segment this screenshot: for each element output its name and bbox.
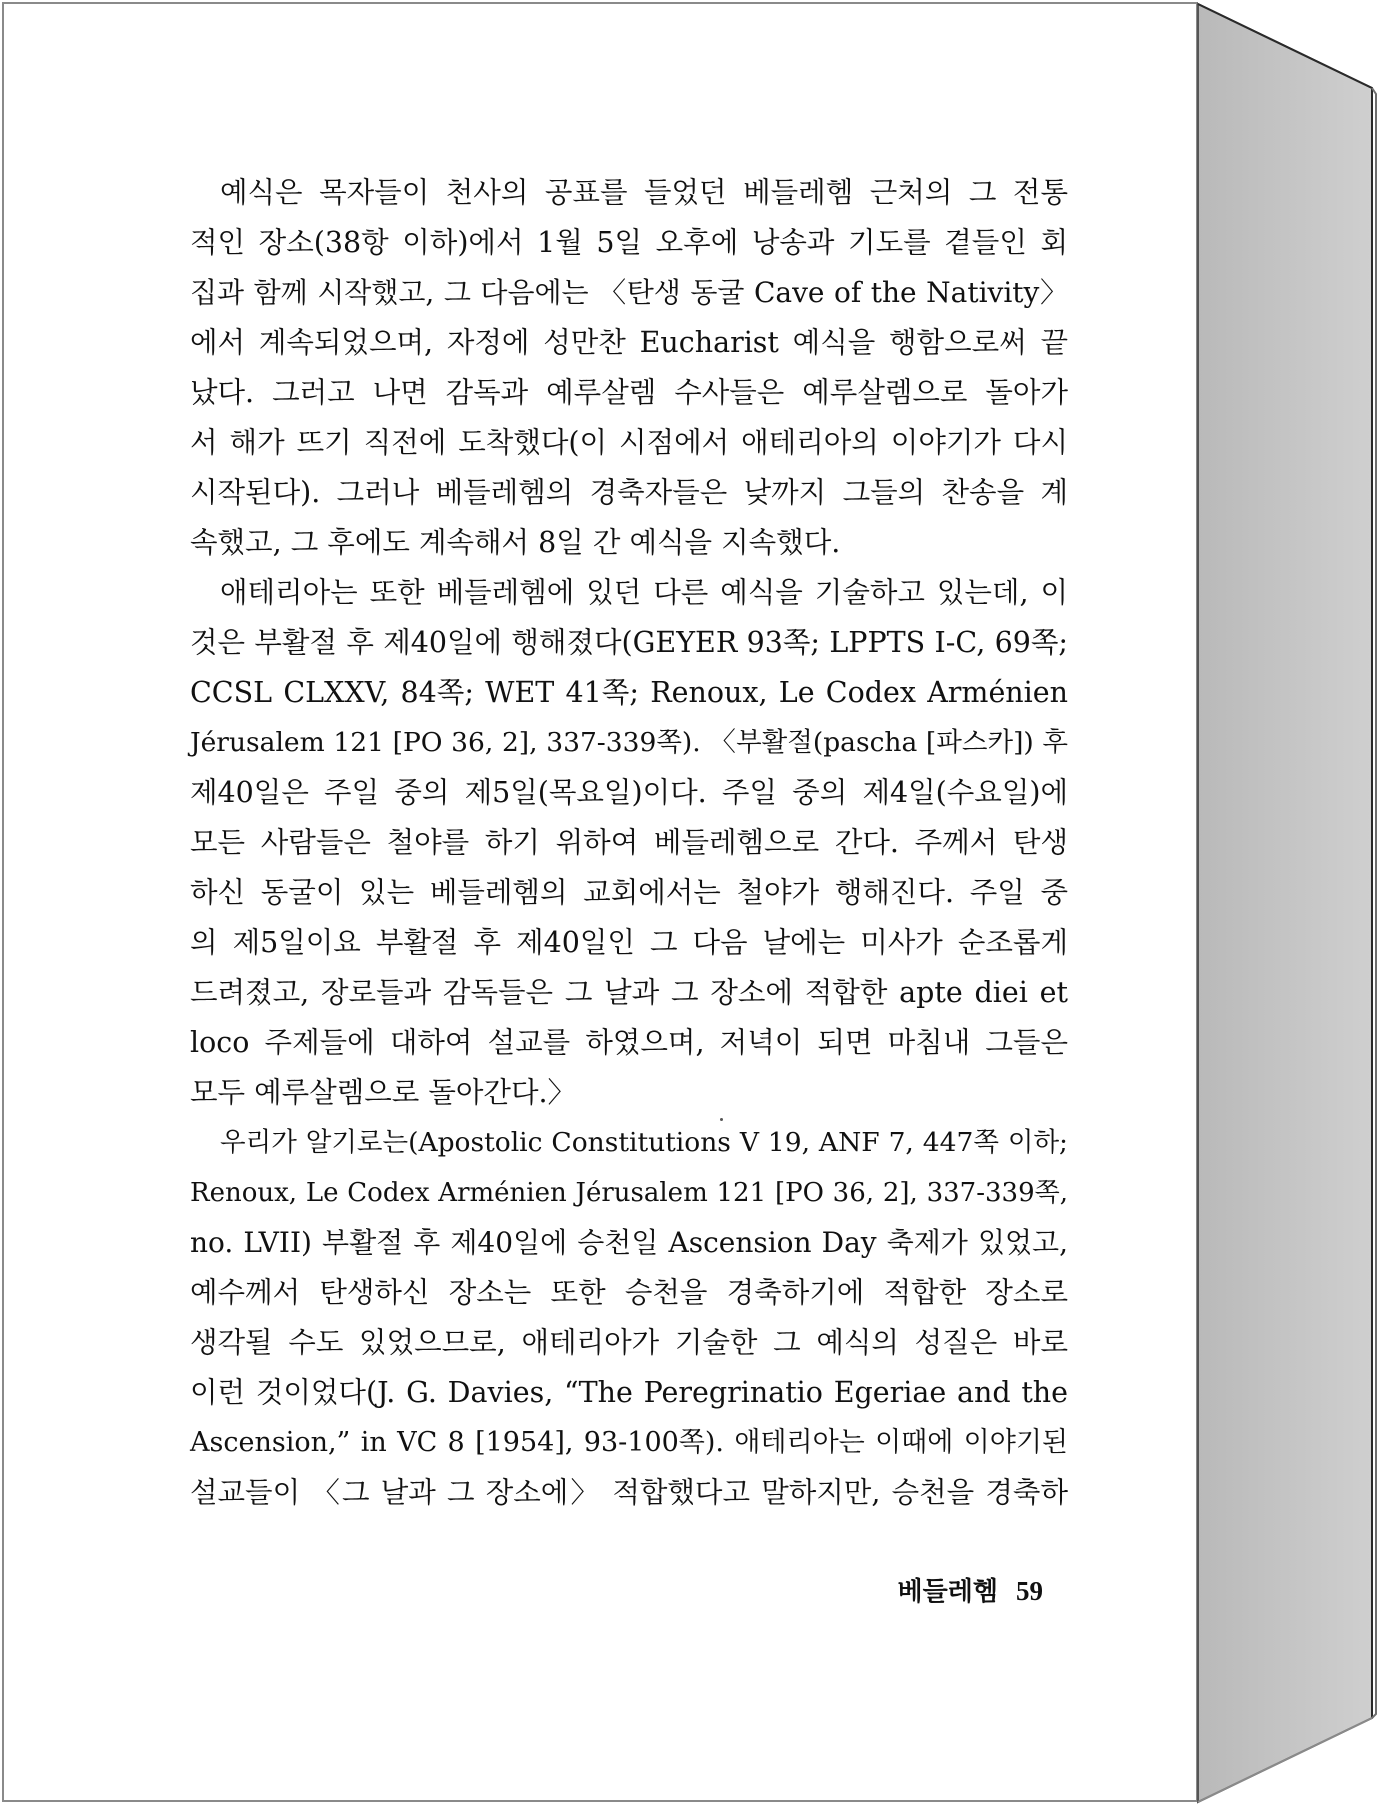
text-line: 우리가 알기로는(Apostolic Constitutions V 19, ANF 7, 447쪽 이하; (220, 1127, 1068, 1158)
text-line: 하신 동굴이 있는 베들레헴의 교회에서는 철야가 행해진다. 주일 중 (190, 876, 1068, 909)
text-line: 속했고, 그 후에도 계속해서 8일 간 예식을 지속했다. (190, 526, 841, 559)
text-line: 예식은 목자들이 천사의 공표를 들었던 베들레헴 근처의 그 전통 (220, 176, 1068, 209)
text-line: 났다. 그러고 나면 감독과 예루살렘 수사들은 예루살렘으로 돌아가 (190, 376, 1068, 409)
text-line: 이런 것이었다(J. G. Davies, “The Peregrinatio Egeriae and the (190, 1376, 1068, 1409)
text-line: 적인 장소(38항 이하)에서 1월 5일 오후에 낭송과 기도를 곁들인 회 (190, 226, 1068, 259)
running-title: 베들레헴 (897, 1577, 998, 1607)
text-line: 시작된다). 그러나 베들레헴의 경축자들은 낮까지 그들의 찬송을 계 (190, 476, 1068, 509)
text-line: 애테리아는 또한 베들레헴에 있던 다른 예식을 기술하고 있는데, 이 (220, 576, 1068, 609)
text-line: 모든 사람들은 철야를 하기 위하여 베들레헴으로 간다. 주께서 탄생 (190, 826, 1068, 859)
text-line: 서 해가 뜨기 직전에 도착했다(이 시점에서 애테리아의 이야기가 다시 (190, 426, 1068, 459)
text-line: 모두 예루살렘으로 돌아간다.〉 (190, 1076, 577, 1109)
text-line: 생각될 수도 있었으므로, 애테리아가 기술한 그 예식의 성질은 바로 (190, 1326, 1068, 1359)
text-line: CCSL CLXXV, 84쪽; WET 41쪽; Renoux, Le Codex Arménien (190, 676, 1068, 709)
body-text (190, 168, 1068, 1518)
page-number: 59 (1016, 1576, 1043, 1606)
text-line: no. LVII) 부활절 후 제40일에 승천일 Ascension Day 축제가 있었고, (190, 1226, 1068, 1259)
text-line: 설교들이 〈그 날과 그 장소에〉 적합했다고 말하지만, 승천을 경축하 (190, 1476, 1068, 1509)
text-line: Ascension,” in VC 8 [1954], 93-100쪽). 애테리아는 이때에 이야기된 (190, 1427, 1068, 1458)
text-line: loco 주제들에 대하여 설교를 하였으며, 저녁이 되면 마침내 그들은 (190, 1026, 1068, 1059)
text-line: Jérusalem 121 [PO 36, 2], 337-339쪽). 〈부활절(pascha [파스카]) 후 (190, 727, 1068, 758)
text-line: 집과 함께 시작했고, 그 다음에는 〈탄생 동굴 Cave of the Nativity〉 (190, 276, 1068, 309)
text-line: Renoux, Le Codex Arménien Jérusalem 121 [PO 36, 2], 337-339쪽, (190, 1178, 1068, 1208)
text-line: 드려졌고, 장로들과 감독들은 그 날과 그 장소에 적합한 apte diei et (190, 976, 1068, 1009)
page-footer (898, 1571, 1043, 1608)
text-line: 제40일은 주일 중의 제5일(목요일)이다. 주일 중의 제4일(수요일)에 (190, 776, 1068, 809)
text-line: 예수께서 탄생하신 장소는 또한 승천을 경축하기에 적합한 장소로 (190, 1276, 1068, 1309)
text-line: 의 제5일이요 부활절 후 제40일인 그 다음 날에는 미사가 순조롭게 (190, 926, 1068, 959)
text-line: 에서 계속되었으며, 자정에 성만찬 Eucharist 예식을 행함으로써 끝 (190, 326, 1068, 359)
print-speck (720, 1118, 723, 1121)
text-line: 것은 부활절 후 제40일에 행해졌다(GEYER 93쪽; LPPTS I-C, 69쪽; (190, 626, 1068, 659)
